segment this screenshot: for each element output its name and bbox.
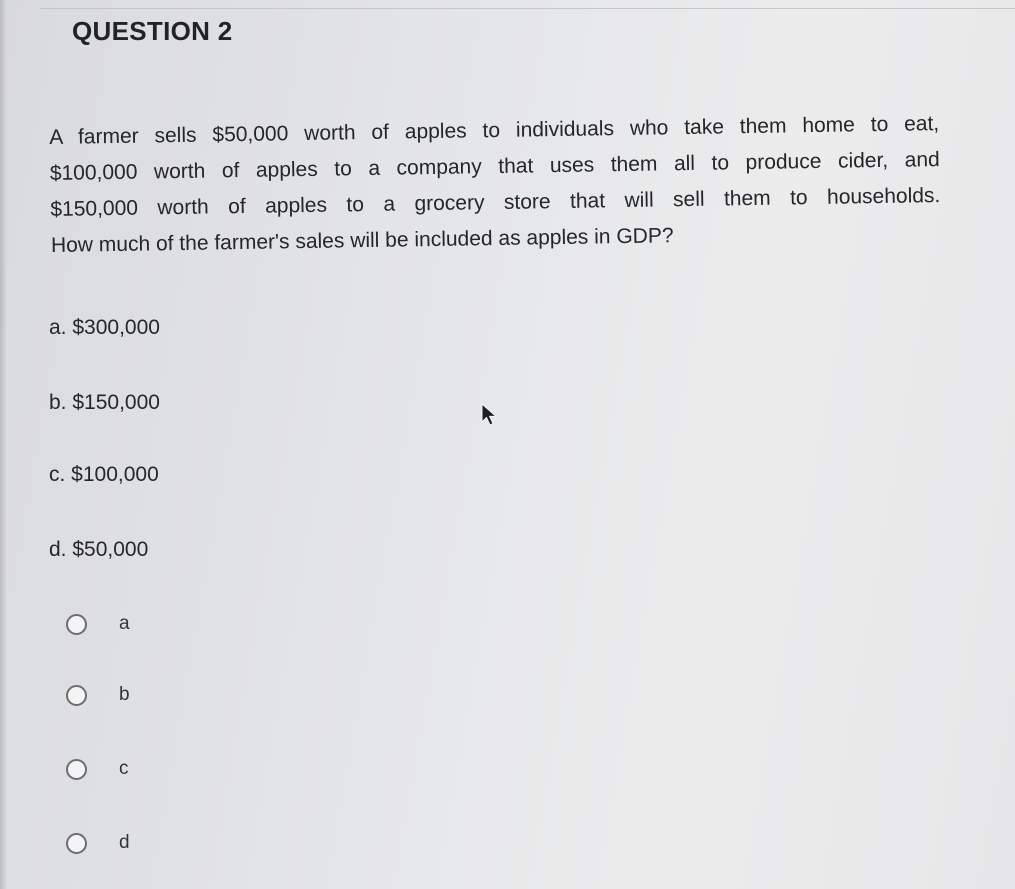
- choice-c-text: c. $100,000: [49, 463, 159, 486]
- radio-button-d[interactable]: [66, 833, 87, 854]
- question-text-line: $100,000 worth of apples to a company that uses them all to produce cider, and: [49, 148, 940, 185]
- question-text-line: A farmer sells $50,000 worth of apples to individuals who take them home to eat,: [49, 112, 940, 149]
- page-left-edge: [0, 0, 6, 889]
- radio-option-a[interactable]: [66, 613, 130, 635]
- radio-label-b[interactable]: b: [119, 684, 130, 705]
- question-text-line: How much of the farmer's sales will be included as apples in GDP?: [50, 224, 674, 257]
- choice-b-text: b. $150,000: [49, 391, 160, 414]
- question-text-line: $150,000 worth of apples to a grocery store that will sell them to households.: [50, 184, 941, 221]
- radio-button-c[interactable]: [66, 759, 87, 780]
- radio-option-d[interactable]: [66, 832, 130, 854]
- radio-label-d[interactable]: d: [119, 832, 130, 853]
- radio-label-c[interactable]: c: [119, 758, 129, 779]
- question-text: [49, 106, 941, 264]
- radio-option-c[interactable]: [66, 758, 129, 780]
- question-heading: QUESTION 2: [72, 16, 233, 46]
- choice-d-text: d. $50,000: [49, 538, 149, 561]
- radio-option-b[interactable]: [66, 684, 130, 706]
- mouse-pointer-icon: [479, 402, 501, 428]
- top-divider: [40, 8, 1015, 9]
- choice-a-text: a. $300,000: [49, 316, 160, 339]
- radio-button-a[interactable]: [66, 614, 87, 635]
- radio-button-b[interactable]: [66, 685, 87, 706]
- radio-label-a[interactable]: a: [119, 613, 130, 634]
